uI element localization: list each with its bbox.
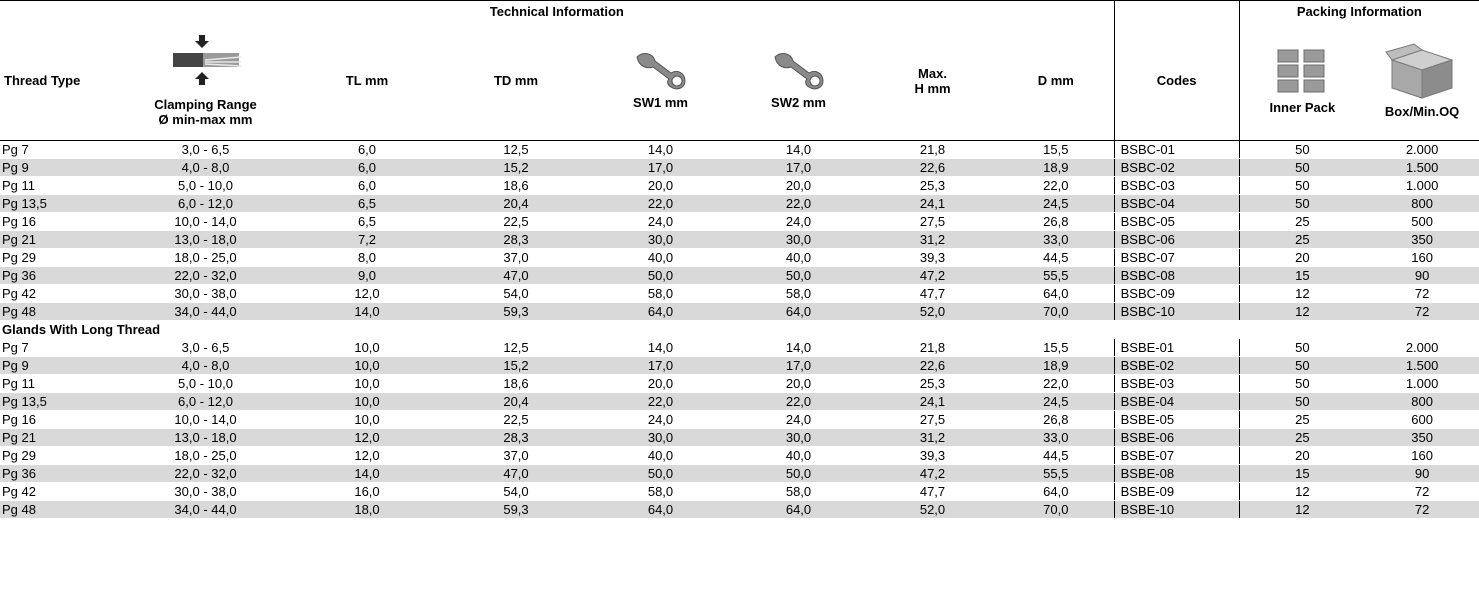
- cell-d: 22,0: [998, 177, 1114, 195]
- cell-d: 70,0: [998, 303, 1114, 321]
- cell-sw2: 50,0: [730, 267, 867, 285]
- cell-clamping-range: 34,0 - 44,0: [118, 303, 293, 321]
- cell-d: 15,5: [998, 339, 1114, 357]
- cell-code: BSBE-06: [1114, 429, 1239, 447]
- cell-box-min-oq: 350: [1365, 429, 1479, 447]
- cell-clamping-range: 22,0 - 32,0: [118, 267, 293, 285]
- section-title: Glands With Long Thread: [0, 321, 1479, 339]
- cell-max-h: 31,2: [867, 231, 998, 249]
- cell-sw1: 64,0: [591, 303, 730, 321]
- cell-code: BSBE-09: [1114, 483, 1239, 501]
- cell-sw1: 20,0: [591, 375, 730, 393]
- cell-inner-pack: 50: [1239, 393, 1365, 411]
- cell-clamping-range: 34,0 - 44,0: [118, 501, 293, 519]
- cell-sw2: 17,0: [730, 357, 867, 375]
- cell-sw2: 17,0: [730, 159, 867, 177]
- col-d: D mm: [998, 21, 1114, 141]
- cell-box-min-oq: 72: [1365, 501, 1479, 519]
- cell-inner-pack: 50: [1239, 375, 1365, 393]
- cell-d: 33,0: [998, 231, 1114, 249]
- col-td: TD mm: [441, 21, 591, 141]
- cell-max-h: 31,2: [867, 429, 998, 447]
- cell-tl: 16,0: [293, 483, 441, 501]
- cell-clamping-range: 4,0 - 8,0: [118, 159, 293, 177]
- cell-sw2: 24,0: [730, 411, 867, 429]
- cell-tl: 9,0: [293, 267, 441, 285]
- cell-inner-pack: 25: [1239, 213, 1365, 231]
- cell-inner-pack: 15: [1239, 465, 1365, 483]
- cell-sw2: 40,0: [730, 447, 867, 465]
- col-max-h: Max. H mm: [867, 21, 998, 141]
- cell-sw2: 14,0: [730, 339, 867, 357]
- cell-td: 47,0: [441, 465, 591, 483]
- cell-td: 22,5: [441, 411, 591, 429]
- cell-code: BSBE-04: [1114, 393, 1239, 411]
- cell-sw2: 64,0: [730, 501, 867, 519]
- cell-sw1: 20,0: [591, 177, 730, 195]
- cell-d: 44,5: [998, 447, 1114, 465]
- cell-thread-type: Pg 9: [0, 357, 118, 375]
- table-row: [0, 195, 1479, 213]
- table-body-bsbc: [0, 141, 1479, 321]
- cell-inner-pack: 20: [1239, 447, 1365, 465]
- table-row: [0, 303, 1479, 321]
- cell-inner-pack: 50: [1239, 357, 1365, 375]
- cell-thread-type: Pg 29: [0, 447, 118, 465]
- cell-thread-type: Pg 13,5: [0, 195, 118, 213]
- cell-sw2: 14,0: [730, 141, 867, 159]
- cell-sw2: 24,0: [730, 213, 867, 231]
- cell-clamping-range: 6,0 - 12,0: [118, 195, 293, 213]
- table-row: [0, 393, 1479, 411]
- cell-clamping-range: 5,0 - 10,0: [118, 177, 293, 195]
- col-box-min-oq: Box/Min.OQ: [1365, 21, 1479, 141]
- cell-td: 28,3: [441, 429, 591, 447]
- open-box-icon: [1384, 42, 1460, 100]
- cell-code: BSBE-07: [1114, 447, 1239, 465]
- cell-thread-type: Pg 7: [0, 141, 118, 159]
- cell-inner-pack: 20: [1239, 249, 1365, 267]
- col-sw2: SW2 mm: [730, 21, 867, 141]
- cell-code: BSBC-03: [1114, 177, 1239, 195]
- cell-inner-pack: 50: [1239, 159, 1365, 177]
- cell-tl: 6,0: [293, 159, 441, 177]
- cell-tl: 10,0: [293, 357, 441, 375]
- wrench-icon: [771, 51, 827, 91]
- cell-inner-pack: 12: [1239, 303, 1365, 321]
- cell-max-h: 52,0: [867, 501, 998, 519]
- cell-d: 64,0: [998, 285, 1114, 303]
- table-row: [0, 375, 1479, 393]
- cell-inner-pack: 50: [1239, 339, 1365, 357]
- stacked-boxes-icon: [1274, 46, 1330, 96]
- cell-code: BSBC-08: [1114, 267, 1239, 285]
- cell-box-min-oq: 600: [1365, 411, 1479, 429]
- cell-thread-type: Pg 7: [0, 339, 118, 357]
- cell-clamping-range: 3,0 - 6,5: [118, 141, 293, 159]
- cell-code: BSBC-01: [1114, 141, 1239, 159]
- cell-td: 54,0: [441, 483, 591, 501]
- cell-tl: 7,2: [293, 231, 441, 249]
- cell-code: BSBC-02: [1114, 159, 1239, 177]
- cell-sw2: 22,0: [730, 393, 867, 411]
- table-row: [0, 411, 1479, 429]
- table-row: [0, 213, 1479, 231]
- cell-inner-pack: 25: [1239, 231, 1365, 249]
- cell-box-min-oq: 72: [1365, 483, 1479, 501]
- cell-tl: 6,5: [293, 213, 441, 231]
- cell-d: 18,9: [998, 159, 1114, 177]
- cell-clamping-range: 5,0 - 10,0: [118, 375, 293, 393]
- cell-td: 22,5: [441, 213, 591, 231]
- technical-information-heading: Technical Information: [0, 1, 1114, 22]
- cell-max-h: 24,1: [867, 393, 998, 411]
- cell-sw2: 20,0: [730, 177, 867, 195]
- cell-box-min-oq: 72: [1365, 285, 1479, 303]
- cell-max-h: 27,5: [867, 213, 998, 231]
- cell-max-h: 22,6: [867, 159, 998, 177]
- cell-clamping-range: 13,0 - 18,0: [118, 429, 293, 447]
- cell-inner-pack: 50: [1239, 195, 1365, 213]
- cell-code: BSBE-10: [1114, 501, 1239, 519]
- cell-box-min-oq: 160: [1365, 249, 1479, 267]
- table-row: [0, 447, 1479, 465]
- cell-inner-pack: 12: [1239, 483, 1365, 501]
- cell-inner-pack: 15: [1239, 267, 1365, 285]
- cell-max-h: 39,3: [867, 447, 998, 465]
- cell-sw2: 20,0: [730, 375, 867, 393]
- cell-thread-type: Pg 11: [0, 177, 118, 195]
- col-inner-pack: Inner Pack: [1239, 21, 1365, 141]
- cell-thread-type: Pg 11: [0, 375, 118, 393]
- cell-thread-type: Pg 16: [0, 213, 118, 231]
- cell-d: 24,5: [998, 393, 1114, 411]
- cell-td: 37,0: [441, 249, 591, 267]
- cell-max-h: 39,3: [867, 249, 998, 267]
- cell-d: 55,5: [998, 465, 1114, 483]
- cell-code: BSBC-10: [1114, 303, 1239, 321]
- cell-thread-type: Pg 13,5: [0, 393, 118, 411]
- cell-td: 59,3: [441, 501, 591, 519]
- cell-max-h: 52,0: [867, 303, 998, 321]
- cell-inner-pack: 50: [1239, 141, 1365, 159]
- cell-tl: 10,0: [293, 339, 441, 357]
- cell-max-h: 47,7: [867, 285, 998, 303]
- cell-code: BSBC-07: [1114, 249, 1239, 267]
- cell-box-min-oq: 1.500: [1365, 159, 1479, 177]
- cell-sw1: 24,0: [591, 411, 730, 429]
- cell-max-h: 47,2: [867, 465, 998, 483]
- cell-td: 28,3: [441, 231, 591, 249]
- table-row: [0, 231, 1479, 249]
- cell-box-min-oq: 90: [1365, 267, 1479, 285]
- cell-box-min-oq: 160: [1365, 447, 1479, 465]
- cell-box-min-oq: 2.000: [1365, 141, 1479, 159]
- cell-td: 12,5: [441, 141, 591, 159]
- table-row: [0, 249, 1479, 267]
- cell-td: 54,0: [441, 285, 591, 303]
- cell-box-min-oq: 800: [1365, 393, 1479, 411]
- cell-code: BSBC-05: [1114, 213, 1239, 231]
- cell-td: 59,3: [441, 303, 591, 321]
- cell-td: 12,5: [441, 339, 591, 357]
- cell-sw2: 22,0: [730, 195, 867, 213]
- table-row: [0, 159, 1479, 177]
- cell-td: 47,0: [441, 267, 591, 285]
- wrench-icon: [633, 51, 689, 91]
- cell-inner-pack: 25: [1239, 411, 1365, 429]
- col-clamping-range: Clamping Range Ø min-max mm: [118, 21, 293, 141]
- cell-sw1: 17,0: [591, 159, 730, 177]
- cell-tl: 12,0: [293, 447, 441, 465]
- cell-box-min-oq: 1.000: [1365, 177, 1479, 195]
- cell-code: BSBE-01: [1114, 339, 1239, 357]
- cell-box-min-oq: 350: [1365, 231, 1479, 249]
- cell-code: BSBC-09: [1114, 285, 1239, 303]
- cell-max-h: 22,6: [867, 357, 998, 375]
- cell-d: 24,5: [998, 195, 1114, 213]
- cell-tl: 8,0: [293, 249, 441, 267]
- cell-max-h: 21,8: [867, 141, 998, 159]
- col-thread-type: Thread Type: [0, 21, 118, 141]
- packing-information-heading: Packing Information: [1239, 1, 1479, 22]
- cell-max-h: 27,5: [867, 411, 998, 429]
- cable-clamp-icon: [161, 35, 251, 93]
- cell-sw2: 64,0: [730, 303, 867, 321]
- cell-clamping-range: 13,0 - 18,0: [118, 231, 293, 249]
- cell-td: 18,6: [441, 177, 591, 195]
- cell-thread-type: Pg 21: [0, 231, 118, 249]
- cell-box-min-oq: 72: [1365, 303, 1479, 321]
- section-row-group: [0, 321, 1479, 339]
- table-row: [0, 465, 1479, 483]
- cell-sw2: 30,0: [730, 231, 867, 249]
- cell-thread-type: Pg 36: [0, 465, 118, 483]
- cell-thread-type: Pg 16: [0, 411, 118, 429]
- cell-tl: 10,0: [293, 375, 441, 393]
- cell-sw1: 58,0: [591, 285, 730, 303]
- cell-sw2: 50,0: [730, 465, 867, 483]
- cell-sw1: 22,0: [591, 393, 730, 411]
- cell-clamping-range: 10,0 - 14,0: [118, 411, 293, 429]
- cell-thread-type: Pg 29: [0, 249, 118, 267]
- cell-thread-type: Pg 9: [0, 159, 118, 177]
- table-row: [0, 141, 1479, 159]
- cell-tl: 12,0: [293, 285, 441, 303]
- cell-thread-type: Pg 48: [0, 501, 118, 519]
- cell-max-h: 47,2: [867, 267, 998, 285]
- cell-max-h: 25,3: [867, 177, 998, 195]
- cell-sw1: 50,0: [591, 267, 730, 285]
- cell-d: 70,0: [998, 501, 1114, 519]
- cell-sw2: 58,0: [730, 285, 867, 303]
- table-row: [0, 177, 1479, 195]
- cell-sw1: 22,0: [591, 195, 730, 213]
- cell-clamping-range: 30,0 - 38,0: [118, 285, 293, 303]
- cell-code: BSBC-04: [1114, 195, 1239, 213]
- cell-sw1: 24,0: [591, 213, 730, 231]
- cell-sw1: 30,0: [591, 231, 730, 249]
- cell-inner-pack: 50: [1239, 177, 1365, 195]
- cell-tl: 18,0: [293, 501, 441, 519]
- cell-clamping-range: 3,0 - 6,5: [118, 339, 293, 357]
- cell-box-min-oq: 800: [1365, 195, 1479, 213]
- cell-tl: 10,0: [293, 393, 441, 411]
- cell-box-min-oq: 90: [1365, 465, 1479, 483]
- cell-td: 15,2: [441, 159, 591, 177]
- cell-max-h: 24,1: [867, 195, 998, 213]
- table-row: [0, 483, 1479, 501]
- cell-max-h: 21,8: [867, 339, 998, 357]
- cell-td: 20,4: [441, 393, 591, 411]
- cell-code: BSBE-08: [1114, 465, 1239, 483]
- cell-d: 44,5: [998, 249, 1114, 267]
- cell-box-min-oq: 500: [1365, 213, 1479, 231]
- table-body-bsbe: [0, 339, 1479, 519]
- table-row: [0, 429, 1479, 447]
- cell-code: BSBE-05: [1114, 411, 1239, 429]
- cell-inner-pack: 25: [1239, 429, 1365, 447]
- cell-d: 26,8: [998, 411, 1114, 429]
- cell-tl: 10,0: [293, 411, 441, 429]
- table-row: [0, 501, 1479, 519]
- cell-sw1: 14,0: [591, 141, 730, 159]
- cell-thread-type: Pg 42: [0, 483, 118, 501]
- cell-sw1: 40,0: [591, 249, 730, 267]
- cell-code: BSBE-03: [1114, 375, 1239, 393]
- cell-sw1: 40,0: [591, 447, 730, 465]
- cell-sw2: 40,0: [730, 249, 867, 267]
- cell-sw1: 30,0: [591, 429, 730, 447]
- cell-thread-type: Pg 36: [0, 267, 118, 285]
- cell-d: 18,9: [998, 357, 1114, 375]
- table-row: [0, 357, 1479, 375]
- cell-d: 26,8: [998, 213, 1114, 231]
- cell-inner-pack: 12: [1239, 285, 1365, 303]
- cell-clamping-range: 6,0 - 12,0: [118, 393, 293, 411]
- col-tl: TL mm: [293, 21, 441, 141]
- cell-d: 33,0: [998, 429, 1114, 447]
- cell-tl: 14,0: [293, 465, 441, 483]
- cell-sw1: 17,0: [591, 357, 730, 375]
- cell-sw1: 14,0: [591, 339, 730, 357]
- cell-thread-type: Pg 21: [0, 429, 118, 447]
- cell-sw2: 30,0: [730, 429, 867, 447]
- cell-thread-type: Pg 42: [0, 285, 118, 303]
- cell-td: 20,4: [441, 195, 591, 213]
- cell-code: BSBC-06: [1114, 231, 1239, 249]
- cell-clamping-range: 18,0 - 25,0: [118, 447, 293, 465]
- cell-sw1: 64,0: [591, 501, 730, 519]
- cell-d: 64,0: [998, 483, 1114, 501]
- cell-sw1: 58,0: [591, 483, 730, 501]
- table-row: [0, 267, 1479, 285]
- cell-box-min-oq: 1.500: [1365, 357, 1479, 375]
- cell-d: 15,5: [998, 141, 1114, 159]
- table-row: [0, 285, 1479, 303]
- cell-d: 22,0: [998, 375, 1114, 393]
- cell-code: BSBE-02: [1114, 357, 1239, 375]
- cell-tl: 14,0: [293, 303, 441, 321]
- cell-tl: 6,0: [293, 177, 441, 195]
- cell-inner-pack: 12: [1239, 501, 1365, 519]
- cell-clamping-range: 18,0 - 25,0: [118, 249, 293, 267]
- cell-tl: 12,0: [293, 429, 441, 447]
- cell-max-h: 47,7: [867, 483, 998, 501]
- col-sw1: SW1 mm: [591, 21, 730, 141]
- col-codes: Codes: [1114, 21, 1239, 141]
- cell-td: 18,6: [441, 375, 591, 393]
- cell-thread-type: Pg 48: [0, 303, 118, 321]
- cell-tl: 6,5: [293, 195, 441, 213]
- cell-sw2: 58,0: [730, 483, 867, 501]
- cell-box-min-oq: 2.000: [1365, 339, 1479, 357]
- cell-clamping-range: 4,0 - 8,0: [118, 357, 293, 375]
- cell-box-min-oq: 1.000: [1365, 375, 1479, 393]
- cell-tl: 6,0: [293, 141, 441, 159]
- table-row: [0, 339, 1479, 357]
- cell-clamping-range: 22,0 - 32,0: [118, 465, 293, 483]
- cell-clamping-range: 10,0 - 14,0: [118, 213, 293, 231]
- cell-td: 37,0: [441, 447, 591, 465]
- cell-td: 15,2: [441, 357, 591, 375]
- section-row: [0, 321, 1479, 339]
- cell-clamping-range: 30,0 - 38,0: [118, 483, 293, 501]
- cell-max-h: 25,3: [867, 375, 998, 393]
- cell-sw1: 50,0: [591, 465, 730, 483]
- cell-d: 55,5: [998, 267, 1114, 285]
